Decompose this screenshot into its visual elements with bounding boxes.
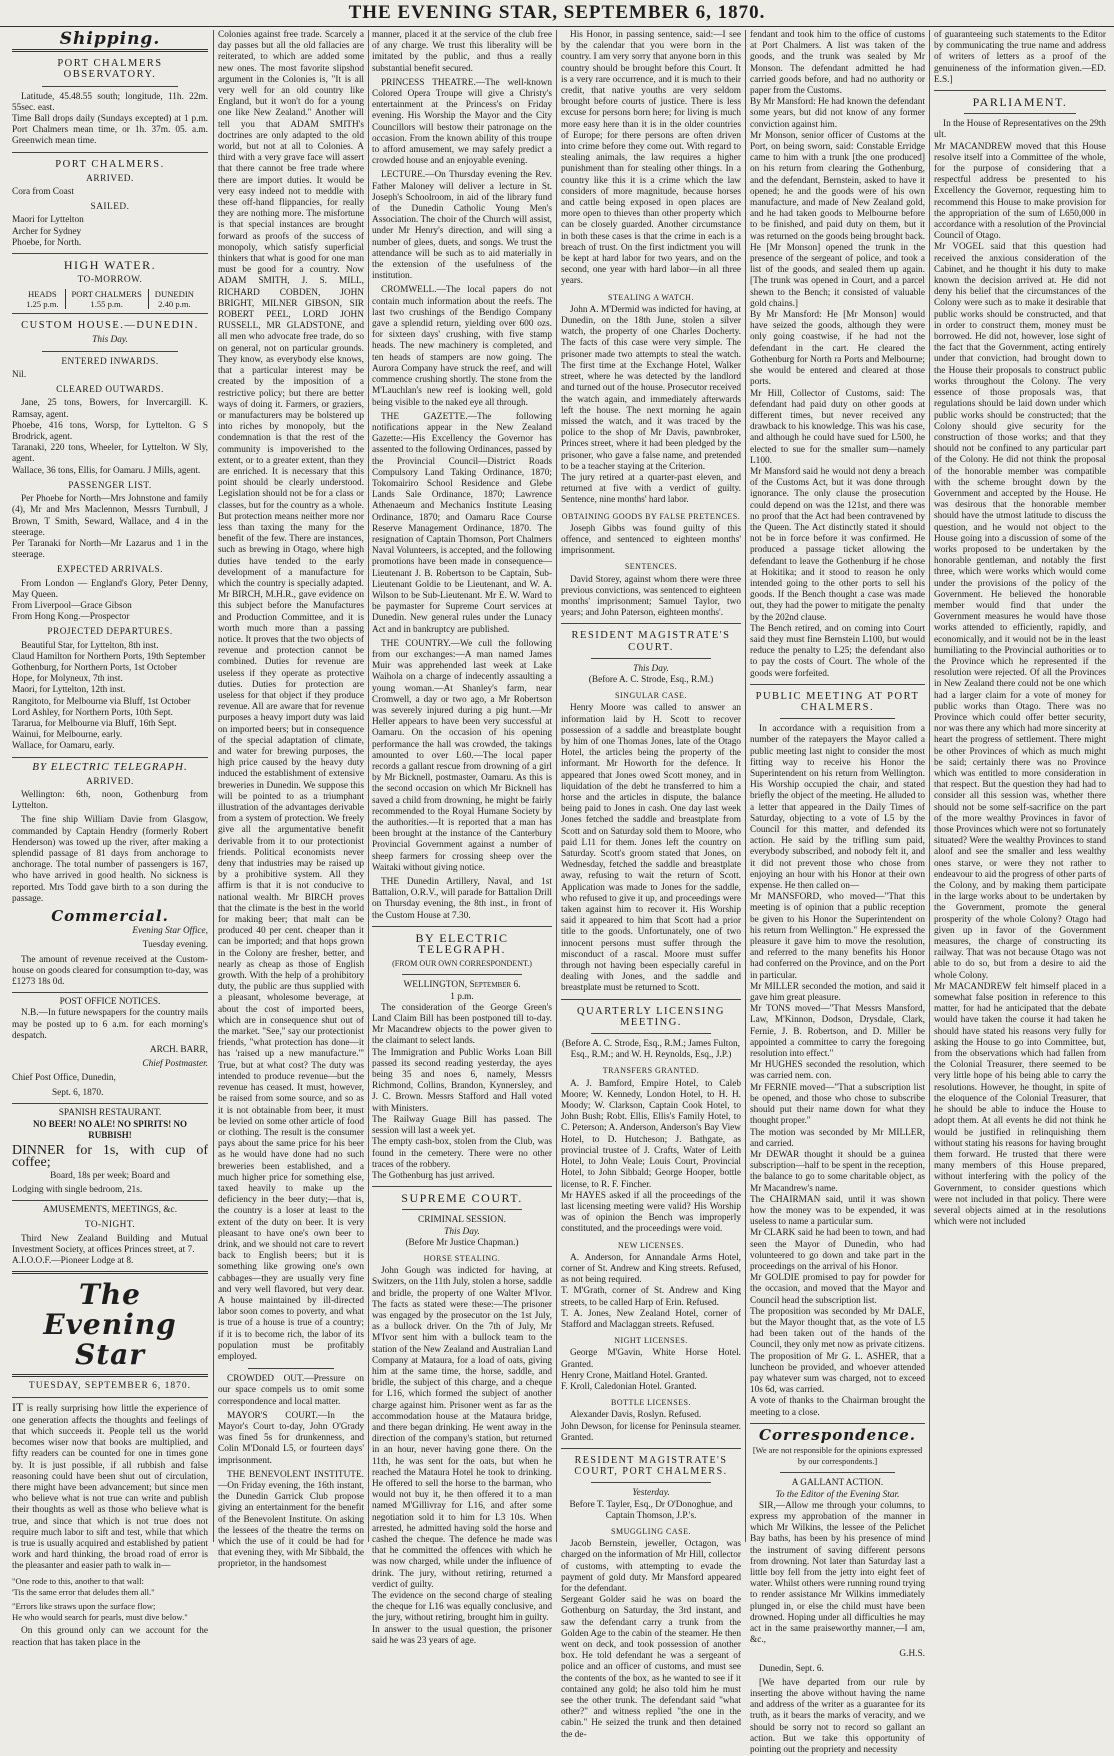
letter-signature: G.H.S. — [899, 1649, 925, 1660]
column-3 — [372, 30, 552, 1646]
entered-text: Nil. — [12, 370, 27, 381]
spanish-board: Board, 18s per week; Board and — [50, 1170, 170, 1181]
telegraph-time: 1 p.m. — [450, 991, 474, 1002]
bottle-licenses-text: Alexander Davis, Roslyn. Refused. John Dewson, for license for Peninsula steamer. Granted. — [561, 1410, 741, 1443]
divider — [12, 1397, 208, 1398]
divider — [42, 86, 178, 87]
column-2 — [218, 30, 364, 1570]
resident-before: (Before A. C. Strode, Esq., R.M.) — [588, 674, 714, 685]
tide-heads: HEADS 1.25 p.m. — [26, 289, 59, 310]
smuggling-text: Jacob Bernstein, jeweller, Octagon, was charged on the information of Mr Hill, collector of customs, with attempting to evade the payment of gold duty. Mr Mansford appeared for the defendant. Sergeant Golder said he was on board the Gothenburg on Saturday, the 3rd instant, and saw the defendant carry a trunk from the Golden Age to the cabin of the steamer. He then went on deck, and took possession of another box. He told defendant he was a sergeant of police and an officer of customs, and must see the contents of the box, as he wanted to see if it contained any gold; he also told him he must see the other trunk. The defendant said "what other?" and witness replied "the one in the cabin." He seized the trunk and then detained the de- — [561, 1539, 741, 1740]
tide-port-chalmers: PORT CHALMERS 1.55 p.m. — [71, 289, 142, 310]
pc-court-heading: RESIDENT MAGISTRATE'S COURT, PORT CHALMERS. — [574, 1454, 728, 1478]
divider — [750, 1423, 925, 1424]
editor-note: [We have departed from our rule by inserting the above without having the name and address of the writer as a guarantee for its truth, as it bears the marks of veracity, and we should be sorry not to record so gallant an action. But we take this opportunity of pointing out the propriety and necessity — [750, 1677, 925, 1756]
telegraph-subheading: (FROM OUR OWN CORRESPONDENT.) — [392, 959, 532, 969]
passenger-text: Per Phoebe for North—Mrs Johnstone and family (4), Mr and Mrs Maclennon, Messrs Turnbull, J Brown, T Smith, Seward, Wallace, and 4 in the steerage. Per Taranaki for North—Mr Lazarus and 1 in the steerage. — [12, 494, 208, 561]
sentence-text: His Honor, in passing sentence, said:—I see by the calendar that you were born in the country. I am very sorry that anyone born in this country should be brought before this Court. It is a very rare occurrence, and it is much to their credit, that native youths are very seldom brought before courts of justice. There is less excuse for persons born here; for living is much more easy here than it is in the older countries of Europe; for there persons are often driven into crime before they come out. With regard to stealing animals, the law requires a higher punishment than for stealing other things. In a country like this it is a crime which the law considers of more magnitude, because horses and cattle being exposed in open places are more open to thieves than other property which can be closely guarded. Another circumstance in both these cases is that the crime in each is a breach of trust. On the first indictment you will be kept at hard labor for two years, and on the second, one year with hard labor—in all three years. — [561, 30, 741, 287]
false-pretences-heading: OBTAINING GOODS BY FALSE PRETENCES. — [561, 511, 741, 521]
masthead-title: THE EVENING STAR, SEPTEMBER 6, 1870. — [348, 2, 766, 23]
column-rule — [556, 30, 557, 1542]
entered-label: ENTERED INWARDS. — [61, 356, 159, 367]
amusements-text: Third New Zealand Building and Mutual Investment Society, at offices Princes street, at 7. A.I.O.O.F.—Pioneer Lodge at 8. — [12, 1233, 208, 1267]
expected-label: EXPECTED ARRIVALS. — [57, 565, 163, 576]
criminal-before: (Before Mr Justice Chapman.) — [405, 1237, 519, 1248]
sentences-heading: SENTENCES. — [624, 562, 678, 572]
divider — [780, 718, 895, 719]
post-date: Sept. 6, 1870. — [52, 1087, 104, 1098]
letter-place: Dunedin, Sept. 6. — [759, 1663, 824, 1674]
smuggling-continued: fendant and took him to the office of customs at Port Chalmers. A list was taken of the goods, and the trunk was sealed by Mr Monson. The defendant admitted he had carried goods before, and had no authority or paper from the Customs. By Mr Mansford: He had known the defendant some years, but did not know of any former conviction against him. Mr Monson, senior officer of Customs at the Port, on being sworn, said: Constable Erridge came to him with a trunk [the one produced] on his return from clearing the Gothenburg, and the defendant, Bernstein, asked to have it opened; he and the goods were of his own manufacture, and made of New Zealand gold, and he had taken goods to Melbourne before to be finished, and paid duty on them, but it was returned on the goods being brought back. He [Mr Monson] opened the trunk in the presence of the sergeant of police, and took a list of the goods, and sealed them up again. [The trunk was opened in Court, and a parcel shewn to the Bench; it consisted of valuable gold chains.] By Mr Mansford: He [Mr Monson] would have seized the goods, although they were only going coastwise, if he had not the defendant in the cart. He cleared the Gothenburg for North ra Ports and Melbourne; she would be entered and cleared at those ports. Mr Hill, Collector of Customs, said: The defendant had paid duty on other goods at different times, but never received any drawback to his knowledge. This was his case, and although he could have sued for L500, he elected to sue for the smaller sum—namely L100. Mr Mansford said he would not deny a breach of the Customs Act, but it was done through ignorance. The only clause the prosecution could depend on was the 121st, and there was no proof that the Act had been contravened by the Queen. The Act distinctly stated it should not be in force before it was confirmed. He produced a passage ticket allowing the defendant to leave the Gothenburg if he chose at Hokitika; and it stood to reason he only intended going to the other ports to sell his goods. If the Bench thought a case was made out, they had the power to mitigate the penalty by the 202nd clause. The Bench retired, and on coming into Court said they must fine Bernstein L100, but would reduce the penalty to L25; the defendant also to pay the costs of Court. The whole of the goods were forfeited. — [750, 30, 925, 679]
tide-dunedin: DUNEDIN 2.40 p.m. — [154, 289, 194, 310]
expected-text: From London — England's Glory, Peter Denny, May Queen. From Liverpool—Grace Gibson From Hong Kong.—Prospector — [12, 578, 208, 623]
post-signature: ARCH. BARR, — [149, 1045, 208, 1056]
high-water-heading: HIGH WATER. — [63, 258, 157, 273]
observatory-heading: PORT CHALMERS OBSERVATORY. — [57, 58, 163, 81]
horse-stealing-text: John Gough was indicted for having, at Switzers, on the 11th July, stolen a horse, saddle and bridle, the property of one Walter M'Ivor. The facts as stated were these:—The prisoner was engaged by the prosecutor on the 1st July, as a bullock driver. On the 7th of July, Mr M'Ivor sent him with a bullock team to the station of the New Zealand and Australian Land Company at Mataura, for a load of oats, giving him at the same time, the horse, saddle, and bridle, the subject of this charge, and a cheque for L16, which formed the subject of another charge against him. Prisoner went as far as the accommodation house at the Mataura bridge, and there began drinking. He went away in the direction of the company's station, but returned in an hour, never having gone there. On the 11th, he was sent for the oats, but when he reached the Mataura Hotel he took to drinking. He offered to sell the horse to the barman, who would not buy it, he then offered it to a man named M'Gillivray for L16, and after some negotiation sold it to him for L3 10s. When arrested, he admitted having sold the horse and cashed the cheque. The defence he made was that he committed the offences with which he was now charged, while under the influence of drink. The jury, without retiring, returned a verdict of guilty. The evidence on the second charge of stealing the cheque for L16 was equally conclusive, and the jury, without retiring, brought him in guilty. In answer to the usual question, the prisoner said he was 23 years of age. — [372, 1266, 552, 1646]
divider — [42, 351, 178, 352]
transfers-heading: TRANSFERS GRANTED. — [602, 1066, 700, 1076]
commercial-text: The amount of revenue received at the Custom-house on goods cleared for consumption to-day, was £1273 18s 0d. — [12, 954, 208, 988]
evening-star-title: The Evening Star — [43, 1278, 177, 1372]
night-licenses-heading: NIGHT LICENSES. — [614, 1336, 688, 1346]
telegraph-place: WELLINGTON, September 6. — [403, 980, 521, 991]
benevolent-institute: THE BENEVOLENT INSTITUTE.—On Friday evening, the 16th instant, the Dunedin Garrick Club propose giving an entertainment for the benefit of the Benevolent Institute. On asking the lessees of the theatre the terms on which the use of it could be had for that evening they, with Mr Sibbald, the proprietor, in the handsomest — [218, 1469, 364, 1570]
divider — [750, 684, 925, 685]
cleared-text: Jane, 25 tons, Bowers, for Invercargill. K. Ramsay, agent. Phoebe, 416 tons, Worsp, for Lyttelton. G S Brodrick, agent. Taranaki, 220 tons, Wheeler, for Lyttelton. W Sly, agent. Wallace, 36 tons, Ellis, for Oamaru. J Mills, agent. — [12, 398, 208, 476]
lecture: LECTURE.—On Thursday evening the Rev. Father Maloney will deliver a lecture in St. Joseph's Schoolroom, in aid of the library fund of the Dunedin Catholic Young Men's Association. The choir of the Church will assist, under Mr Henry's direction, and will sing a number of glees, duets, and songs. We trust the attendance will be such as to aid materially in the extension of the usefulness of the institution. — [372, 170, 552, 282]
divider — [934, 90, 1106, 91]
divider — [780, 1472, 895, 1473]
princess-theatre: PRINCESS THEATRE.—The well-known Colored Opera Troupe will give a Christy's entertainment at the Princess's on Friday evening. His Worship the Mayor and the City Councillors will bestow their patronage on the occasion. From the known ability of this troupe to afford amusement, we may safely predict a crowded house and an enjoyable evening. — [372, 77, 552, 167]
divider — [248, 1368, 334, 1369]
divider — [561, 1448, 741, 1449]
bottle-licenses-heading: BOTTLE LICENSES. — [611, 1398, 691, 1408]
divider — [372, 1186, 552, 1187]
licensing-heading: QUARTERLY LICENSING MEETING. — [576, 1005, 726, 1028]
telegraph-heading: BY ELECTRIC TELEGRAPH. — [32, 760, 188, 773]
sentences-text: David Storey, against whom there were three previous convictions, was sentenced to eighteen months' imprisonment; Samuel Taylor, two years; and John Paterson, eighteen months'. — [561, 574, 741, 619]
shipping-heading: Shipping. — [59, 29, 161, 49]
post-place: Chief Post Office, Dunedin, — [12, 1073, 116, 1084]
column-5 — [750, 30, 925, 1756]
divider — [561, 999, 741, 1000]
editorial-quote-1: "One rode to this, another to that wall: 'Tis the same error that deludes them all." — [12, 1575, 155, 1597]
customs-heading: CUSTOM HOUSE.—DUNEDIN. — [21, 320, 199, 332]
divider — [12, 253, 208, 254]
new-licenses-heading: NEW LICENSES. — [618, 1240, 684, 1250]
benevolent-continued: manner, placed it at the service of the club free of any charge. We trust this liberality will be imitated by the public, and thus a really substantial benefit secured. — [372, 30, 552, 74]
correspondence-note: [We are not responsible for the opinions expressed by our correspondents.] — [752, 1445, 923, 1467]
divider — [12, 49, 208, 52]
port-chalmers-heading: PORT CHALMERS. — [55, 158, 165, 170]
column-rule — [213, 30, 214, 1542]
editorial-body: is really surprising how little the experience of one generation affects the thoughts and feelings of that which succeeds it. People tell us the world becomes wiser now that books are multiplied, and fifty readers can be counted for one in times gone by. It is just possible, if all rubbish and false reasoning could have been shut out of circulation, there might have been advancement; but since men who believe what is not true can write and publish their thoughts as well as those who believe what is true, and since that which is not true does not require much labor to sift and test, while that which is true is usually acquired and established by patient work and hard thinking, the broad road of error is the pleasanter and easier path to walk in— — [12, 1404, 208, 1572]
divider — [402, 974, 522, 975]
projected-label: PROJECTED DEPARTURES. — [47, 627, 173, 638]
correspondence-heading: Correspondence. — [759, 1425, 916, 1444]
sailed-text: Maori for Lyttelton Archer for Sydney Phoebe, for North. — [12, 215, 84, 248]
criminal-heading: CRIMINAL SESSION. — [418, 1215, 506, 1226]
spanish-dinner: DINNER for 1s, with cup of coffee; — [12, 1143, 208, 1170]
arrived-label: ARRIVED. — [86, 173, 134, 184]
singular-case-heading: SINGULAR CASE. — [615, 691, 687, 701]
crowded-out: CROWDED OUT.—Pressure on our space compels us to omit some correspondence and local matter. — [218, 1374, 364, 1407]
divider — [12, 313, 208, 314]
column-rule — [368, 30, 369, 1542]
tide-separator — [65, 289, 66, 309]
editor-note-continued: of guaranteeing such statements to the Editor by communicating the true name and address of writers of letters as a proof of the genuineness of the information given.—ED. E.S.] — [934, 30, 1106, 85]
column-4 — [561, 30, 741, 1740]
horse-stealing-heading: HORSE STEALING. — [423, 1253, 501, 1263]
licensing-before: (Before A. C. Strode, Esq., R.M.; James Fulton, Esq., R.M.; and W. H. Reynolds, Esq., J.P.) — [562, 1039, 740, 1061]
divider — [402, 1209, 522, 1210]
telegraph-text: The consideration of the George Green's Land Claim Bill has been postponed till to-day. Mr Macandrew objects to the power given to the claimant to select lands. The Immigration and Public Works Loan Bill passed its second reading yesterday, the ayes being 35 and noes 6, namely, Messrs Richmond, Collins, Brandon, Kynnersley, and J. C. Brown. Messrs Stafford and Hall voted with Ministers. The Railway Guage Bill has passed. The session will last a week yet. The empty cash-box, stolen from the Club, was found in the cemetery. There were no other traces of the robbery. The Gothenburg has just arrived. — [372, 1002, 552, 1181]
supreme-court-heading: SUPREME COURT. — [401, 1191, 523, 1206]
arrived-text: Cora from Coast — [12, 187, 74, 198]
editorial-first-word: IT — [12, 1400, 24, 1415]
spanish-lodging: Lodging with single bedroom, 21s. — [12, 1185, 143, 1196]
customs-day: This Day. — [92, 334, 128, 345]
spanish-subheading: NO BEER! NO ALE! NO SPIRITS! NO RUBBISH! — [32, 1119, 188, 1141]
post-text: N.B.—In future newspapers for the country mails may be posted up to 6 a.m. for each morning's despatch. — [12, 1008, 208, 1041]
amusements-heading: AMUSEMENTS, MEETINGS, &c. — [42, 1205, 178, 1216]
new-licenses-text: A. Anderson, for Annandale Arms Hotel, corner of St. Andrew and King streets. Refused, as not being required. T. M'Grath, corner of St. Andrew and King streets, to be called Harp of Erin. Refused. T. A. Jones, New Zealand Hotel, corner of Stafford and Maclaggan streets. Refused. — [561, 1252, 741, 1330]
letter-text: SIR,—Allow me through your columns, to express my approbation of the manner in which Mr Wilkins, the lessee of the Pelichet Bay baths, has been by his presence of mind the instrument of saving different persons from drowning. Not later than Saturday last a little boy fell from the jetty into eight feet of water. Whilst others were running round trying to render assistance Mr Wilkins immediately plunged in, or else the child must have been drowned. Hoping under all difficulties he may act in the same praiseworthy manner,—I am, &c., — [750, 1500, 925, 1646]
commercial-heading: Commercial. — [51, 907, 169, 925]
editorial-tail: On this ground only can we account for the reaction that has taken place in the — [12, 1626, 208, 1648]
pc-court-day: Yesterday. — [632, 1488, 670, 1499]
column-rule — [929, 30, 930, 1542]
cromwell: CROMWELL.—The local papers do not contain much information about the reefs. The last two crushings of the Bendigo Company gave a splendid return, yielding over 600 ozs. for sixteen days' crushing, with five stamp heads. The new machinery is completed, and ten heads of stampers are now going. The Aurora Company have struck the reef, and will commence crushing shortly. The stone from the M'Lauchlan's new reef is looking well, gold being visible to the naked eye all through. — [372, 285, 552, 408]
pc-court-before: Before T. Tayler, Esq., Dr O'Donoghue, and Captain Thomson, J.P.'s. — [569, 1499, 733, 1521]
commercial-office: Evening Star Office, — [132, 926, 208, 937]
divider — [12, 152, 208, 153]
telegraph-heading: BY ELECTRIC TELEGRAPH. — [415, 930, 509, 957]
letter-heading: A GALLANT ACTION. — [791, 1478, 884, 1489]
divider — [12, 1200, 208, 1201]
divider — [591, 1482, 711, 1483]
gazette: THE GAZETTE.—The following notifications appear in the New Zealand Gazette:—His Excellency the Governor has assented to the following Ordinances, passed by the Provincial Council—District Roads Compulsory Land Taking Ordinance, 1870; Tokomairiro School Residence and Glebe Lands Sale Ordinance, 1870; Lawrence Athenaeum and Mechanics Institute Leasing Ordinance, 1870; and Oamaru Race Course Reserve Management Ordinance, 1870. The resignation of Captain Thomson, Port Chalmers Naval Volunteers, is accepted, and the following promotions have been made in consequence—Lieutenant J. B. Robertson to be Captain, Sub-Lieutenant Goldie to be Lieutenant, and W. A. Wilson to be Sub-Lieutenant. Mr E. W. Ward to be paymaster for Supreme Court services at Dunedin. New general rules under the Lunacy Act and in bankruptcy are published. — [372, 411, 552, 635]
watch-heading: STEALING A WATCH. — [608, 292, 694, 302]
divider — [372, 926, 552, 927]
spanish-heading: SPANISH RESTAURANT. — [58, 1107, 162, 1118]
parliament-text: In the House of Representatives on the 29th ult. Mr MACANDREW moved that this House resolve itself into a Committee of the whole, for the purpose of considering that a respectful address be presented to his Excellency the Governor, requesting him to recommend this House to make provision for the appropriation of the sum of L650,000 in accordance with a resolution of the Provincial Council of Otago. Mr VOGEL said that this question had received the anxious consideration of the Cabinet, and he thought it his duty to make known the decision arrived at. He did not deny his belief that the circumstances of the Colony were such as to make it desirable that public works should be constructed, and that in order to construct them, money must be borrowed. He did not, however, lose sight of the fact that the Government, acting entirely under that conviction, had brought down to the House their proposals to construct public works throughout the Colony. The very essence of those proposals was, that regulations should be laid down under which public works should be constructed; that the Colony should give security for the construction of those works; and that they should not be confined to any particular part of the Colony. He did not think the proposal of the honorable member was compatible with the scheme brought down by the Government and accepted by the House. He was desirous that the honorable member should have the utmost latitude to discuss the question, and he would not object to the House going into a discussion of some of the works proposed to be undertaken by the honorable gentleman, and notably the first three, which were works which would come under the provisions of the policy of the Government. He believed the honorable member would find that under the Government measures he would have those works attended to efficiently, rapidly, and economically, and it would not be in the least humiliating to the Provincial authorities or to the Province which he represented if the resolution were rejected. Of all the Provinces in New Zealand there could not be one which had a larger claim for a vote of money for public works than Otago. There was no Province which could offer better security, nor was there any which had more sincerity at heart the progress of settlement. There might be other Provinces of which as much might be said; certainly there was no Province which was entitled to more consideration in that respect. But the question they had had to consider all this session was, whether there should not be some self-sacrifice on the part of the more wealthy Provinces in favor of those Provinces which were not so fortunately situated? Were the wealthy Provinces to stand aloof and see the smaller and less wealthy ones starve, or were they not rather to endeavour to aid the progress of other parts of the Colony, and by making them participate in the large works about to be undertaken by the Government, promote the general prosperity of the whole Colony? Otago had given up in favor of the Government measures, the charge of constructing its railway. That was not because Otago was not able to do so, but from a desire to aid the whole Colony. Mr MACANDREW felt himself placed in a somewhat false position in reference to this matter, for had he anticipated that the debate would have taken the course it had taken he should have stated his reasons very fully for asking the House to go into Committee, but, from the observations which had fallen from the Colonial Treasurer, there seemed to be very little hope of his being able to carry the resolutions. However, he thought, in spite of the eloquence of the Colonial Treasurer, that he should be able to induce the House to adopt them. At all events he did not think he would be justified in relinquishing them without stating his reasons for having brought them forward. He trusted that there were many members of this House prepared, without interfering with the policy of the Government, to consider questions which were not included in that policy. There were several objects aimed at in the resolutions which were not included — [934, 119, 1106, 1228]
telegraph-text: Wellington: 6th, noon, Gothenburg from Lyttelton. — [12, 789, 208, 812]
projected-text: Beautiful Star, for Lyttelton, 8th inst. Claud Hamilton for Northern Ports, 19th September Gothenburg, for Northern Ports, 1st October Hope, for Molyneux, 7th inst. Maori, for Lyttelton, 12th inst. Rangitoto, for Melbourne via Bluff, 1st October Lord Ashley, for Northern Ports, 10th Sept. Tararua, for Melbourne via Bluff, 16th Sept. Wainui, for Melbourne, early. Wallace, for Oamaru, early. — [12, 640, 206, 752]
masthead — [0, 0, 1114, 27]
night-licenses-text: George M'Gavin, White Horse Hotel. Granted. Henry Crone, Maitland Hotel. Granted. F. Kroll, Caledonian Hotel. Granted. — [561, 1348, 741, 1392]
public-meeting-heading: PUBLIC MEETING AT PORT CHALMERS. — [755, 690, 920, 713]
telegraph-arrived-label: ARRIVED. — [86, 776, 134, 787]
divider — [12, 1103, 208, 1104]
transfers-text: A. J. Bamford, Empire Hotel, to Caleb Moore; W. Kennedy, London Hotel, to H. H. Moody; W. Clarkson, Captain Cook Hotel, to John Bush; Robt. Ellis, Ellis's Family Hotel, to C. Peterson; A. Anderson, Anderson's Bay View Hotel, to D. Hutcheson; J. Bathgate, as provincial trustee of J. Crafts, Water of Leith Hotel, to John Veale; Louis Court, Provincial Hotel, to John Sibbald; George Hooper, bottle license, to R. F. Fincher. Mr HAYES asked if all the proceedings of the last licensing meeting were valid? His Worship was of opinion the Bench was improperly constituted, and the proceedings were void. — [561, 1078, 741, 1235]
post-heading: POST OFFICE NOTICES. — [59, 997, 161, 1008]
divider — [591, 658, 711, 659]
smuggling-heading: SMUGGLING CASE. — [611, 1526, 691, 1536]
tide-table — [12, 289, 208, 309]
divider — [12, 1271, 208, 1274]
parliament-heading: PARLIAMENT. — [972, 95, 1068, 110]
high-water-label: TO-MORROW. — [77, 275, 143, 286]
public-meeting-text: In accordance with a requisition from a number of the ratepayers the Mayor called a public meeting last night to consider the most fitting way to receive his Honor the Superintendent on his return from Wellington. His Worship occupied the chair, and stated briefly the object of the meeting. He alluded to a letter that appeared in the Daily Times of Saturday, objecting to a vote of L5 by the Council for this matter, and defended its action. He said by the trifling sum paid, everybody subscribed, and nobody felt it, and it did not prevent those who chose from enjoying an hour with his Honor at their own expense. He then called on— Mr MANSFORD, who moved—"That this meeting is of opinion that a public reception be given to his Honor the Superintendent on his return from Wellington." He expressed the pleasure it gave him to move the resolution, and referred to the many benefits his Honor had conferred on the Province, and on the Port in particular. Mr MILLER seconded the motion, and said it gave him great pleasure. Mr TONS moved—"That Messrs Mansford, Law, M'Kinnon, Dodson, Drysdale, Clark, Fernie, J. B. Robertson, and D. Miller be appointed a committee to carry the foregoing resolution into effect." Mr HUGHES seconded the resolution, which was carried nem. con. Mr FERNIE moved—"That a subscription list be opened, and those who chose to subscribe should put their name down for what they thought proper." The motion was seconded by Mr MILLER, and carried. Mr DEWAR thought it should be a guinea subscription—half to be spent in the reception, the balance to go to some charitable object, as Mr Macandrew's name. The CHAIRMAN said, until it was shown how the money was to be expended, it was useless to name a particular sum. Mr CLARK said he had been to town, and had seen the Mayor of Dunedin, who had volunteered to go down and take part in the proceedings on the arrival of his Honor. Mr GOLDIE promised to pay for powder for the occasion, and moved that the Mayor and Council head the subscription list. The proposition was seconded by Mr DALE, but the Mayor thought that, as the vote of L5 had been taken out of the hands of the Council, they only met now as private citizens. The proposition of Mr G. L. ASHER, that a luncheon be provided, and whoever attended pay whatever sum was charged, not to exceed 10s 6d, was carried. A vote of thanks to the Chairman brought the meeting to a close. — [750, 724, 925, 1418]
column-rule — [745, 30, 746, 1542]
edition-date: TUESDAY, SEPTEMBER 6, 1870. — [28, 1381, 192, 1392]
divider — [12, 992, 208, 993]
divider — [591, 1033, 711, 1034]
column-6 — [934, 30, 1106, 1542]
divider — [561, 623, 741, 624]
resident-court-heading: RESIDENT MAGISTRATE'S COURT. — [571, 630, 731, 653]
mayors-court: MAYOR'S COURT.—In the Mayor's Court to-day, John O'Grady was fined 5s for drunkenness, and Colin M'Donald L5, or fourteen days' imprisonment. — [218, 1410, 364, 1466]
post-signature-title: Chief Postmaster. — [142, 1059, 208, 1070]
artillery: THE Dunedin Artillery, Naval, and 1st Battalion, O.R.V., will parade for Battalion Drill on Thursday evening, the 8th inst., in front of the Custom House at 7.30. — [372, 877, 552, 921]
divider — [12, 757, 208, 758]
commercial-date: Tuesday evening. — [142, 940, 208, 951]
tide-separator — [148, 289, 149, 309]
ship-paragraph: The fine ship William Davie from Glasgow, commanded by Captain Hendry (formerly Robert Henderson) was towed up the river, after making a splendid passage of 81 days from anchorage to anchorage. The total number of passengers is 167, who have arrived in good health. No sickness is reported. Mrs Todd gave birth to a son during the passage. — [12, 815, 208, 904]
false-pretences-text: Joseph Gibbs was found guilty of this offence, and sentenced to eighteen months' imprisonment. — [561, 523, 741, 557]
observatory-text: Latitude, 45.48.55 south; longitude, 11h. 22m. 55sec. east. Time Ball drops daily (Sundays excepted) at 1 p.m. Port Chalmers mean time, or 1h. 37m. 05. a.m. Greenwich mean time. — [12, 91, 208, 147]
sailed-label: SAILED. — [90, 202, 130, 213]
passenger-label: PASSENGER LIST. — [68, 480, 152, 491]
the-country: THE COUNTRY.—We cull the following from our exchanges:—A man named James Muir was apprehended last week at Lake Waihola on a charge of indecently assaulting a young woman.—At Shanley's farm, near Cromwell, a day or two ago, a Mr Robertson was severely injured during a pig hunt.—Mr Heller appears to have been very successful at Oamaru. On the occasion of his opening performance the hall was crowded, the takings amounted to over L60.—The local paper records a gallant rescue from drowning of a girl by Mr Bicknell, postmaster, Oamaru. As this is the second occasion on which Mr Bicknell has saved a child from drowning, he might be fairly recommended to the Royal Humane Society by the authorities.—It is reported that a man has been brought at the instance of the Canterbury Provincial Government against a number of sheep farmers for crossing sheep over the Waitaki without giving notice. — [372, 638, 552, 873]
editorial-continued: Colonies against free trade. Scarcely a day passes but all the old fallacies are reiterated, to which are added some new ones. The most favorite slipshod argument in the Colonies is, "It is all very well for an old country like England, but it won't do for a young one like New Zealand." Another will tell you that ADAM SMITH's doctrines are only adapted to the old world, but not at all to Colonies. A third with a very grave face will assert that there cannot be free trade where there are import duties. It would be very easy indeed not to meddle with these off-hand flippancies, for really they are nothing more. The misfortune is that special instances are brought forward as proofs of the success of monopoly, which satisfy superficial thinkers that what is good for one man must be good for a country. Now ADAM SMITH, J. S. MILL, RICHARD COBDEN, JOHN BRIGHT, MILNER GIBSON, SIR ROBERT PEEL, LORD JOHN RUSSELL, MR GLADSTONE, and all men who advocate free trade, do so on general, not on particular grounds. They know, as everybody else knows, that a particular interest may be created by the imposition of a restrictive policy; but there are better ways of doing it. Farmers, or graziers, or manufacturers may be bolstered up into riches by monopoly, but the condemnation is that the rest of the community is impoverished to the extent, or to a greater extent, than they are enriched. It is necessary that this point should be clearly understood. Legislation should not be for a class or classes, but for the country as a whole. But protection means neither more nor less than taxing the many for the benefit of the few. There are instances, such as brewing in Otago, where high duties have tended to the early development of a manufacture for which the country is specially adapted. Mr BIRCH, M.H.R., gave evidence on this subject before the Manufactures and Production Committee, and it is worth much more than a passing notice. It proves that the two objects of revenue and protection cannot be combined. Duties for revenue are useless if they operate as protective duties. Duties for protection are useless for that object if they produce revenue. All are aware that for revenue purposes a heavy import duty was laid on imported beers; but in consequence of the special adaptation of climate, and water for brewing purposes, the high price caused by the heavy duty induced the establishment of extensive breweries in Dunedin. We suppose this will be pointed to as a triumphant illustration of the advantages derivable from a system of protection. We freely give all the argumentative benefit derivable from it to our protectionist friends. Political economists never deny that industries may be raised up by a prohibitive system. All they affirm is that it is not conducive to national wealth. Mr BIRCH proves that the climate is the best in the world for making beer; that malt can be produced 40 per cent. cheaper than it can be imported; and that hops grown in the Colony are fresher, better, and nearly as cheap as those of English growth. With the help of a prohibitory duty, the public are thus supplied with a pleasant, wholesome beverage, at about the cost of imported beers, which are in consequence shut out of the market. "See," say our protectionist friends, "what protection has done—it has 'raised up a new manufacture.'" True, but at what cost? The duty was intended to produce revenue—but the revenue has ceased. It must, however, be raised from some source, and so as it is not obtainable from beer, it must be levied on some other article of food or clothing. The result is the consumer pays about the same price for his beer as he would have done had no such breweries been established, and a much higher price for something else, taxed heavily to make up the deficiency in the beer duty;—that is, the country is a loser at least to the extent of the duty on beer. It is very pleasant to have one's own beer to drink, and we should not care to revert back to English beers; but it is something like growing one's own cabbages—they are usually very fine and very well flavored, but very dear. A house maintained by ill-directed labor soon comes to poverty, and what is true of a house is true of a country; if it is to become rich, the labor of its population must be profitably employed. — [218, 30, 364, 1362]
cleared-label: CLEARED OUTWARDS. — [56, 385, 164, 396]
letter-to: To the Editor of the Evening Star. — [775, 1489, 900, 1500]
amusements-tonight: TO-NIGHT. — [84, 1220, 136, 1231]
editorial-text — [12, 1402, 208, 1572]
divider — [964, 113, 1076, 114]
resident-day: This Day. — [633, 663, 669, 674]
column-1 — [12, 29, 208, 1648]
criminal-day: This Day. — [444, 1226, 480, 1237]
editorial-quote-2: "Errors like straws upon the surface flow; He who would search for pearls, must dive below." — [12, 1600, 188, 1623]
watch-text: John A. M'Dermid was indicted for having, at Dunedin, on the 18th June, stolen a silver watch, the property of one Charles Docherty. The facts of this case were very simple. The prisoner made two attempts to steal the watch. The first time at the Exchange Hotel, Walker street, where he was detected by the landlord and turned out of the house. Prosecutor received the watch again, and immediately afterwards left the house. The next morning he again missed the watch, and it was traced by the police to the shop of Mr Davis, pawnbroker, Princes street, where it had been pledged by the prisoner, who gave a false name, and pretended to be a teacher staying at the Criterion. The jury retired at a quarter-past eleven, and returned at five with a verdict of guilty. Sentence, nine months' hard labor. — [561, 304, 741, 506]
singular-case-text: Henry Moore was called to answer an information laid by H. Scott to recover possession of a saddle and breastplate bought by him of one Thomas Jones, late of the Otago Hotel, the articles being the property of the informant. Mr Howorth for the defence. It appeared that Jones owed Scott money, and in liquidation of the debt he transferred to him a horse and the articles in dispute, the balance being paid to Jones in cash. One day last week Jones fetched the saddle and breastplate from Scott and on Saturday sold them to Moore, who paid L11 for them. Jones left the country on Saturday. Scott's groom stated that Jones, on Wednesday, fetched the saddle and breastplate away, refusing to wait the return of Scott. Application was made to Jones for the saddle, who refused to give it up, and proceedings were taken against him to recover it. His Worship said it appeared to him that Scott had a prior title to the goods. Unfortunately, one of two innocent persons must suffer through the misconduct of a rascal. Moore must suffer through not having been especially careful in dealing with Jones, and the saddle and breastplate must be returned to Scott. — [561, 703, 741, 994]
divider — [12, 1374, 208, 1377]
